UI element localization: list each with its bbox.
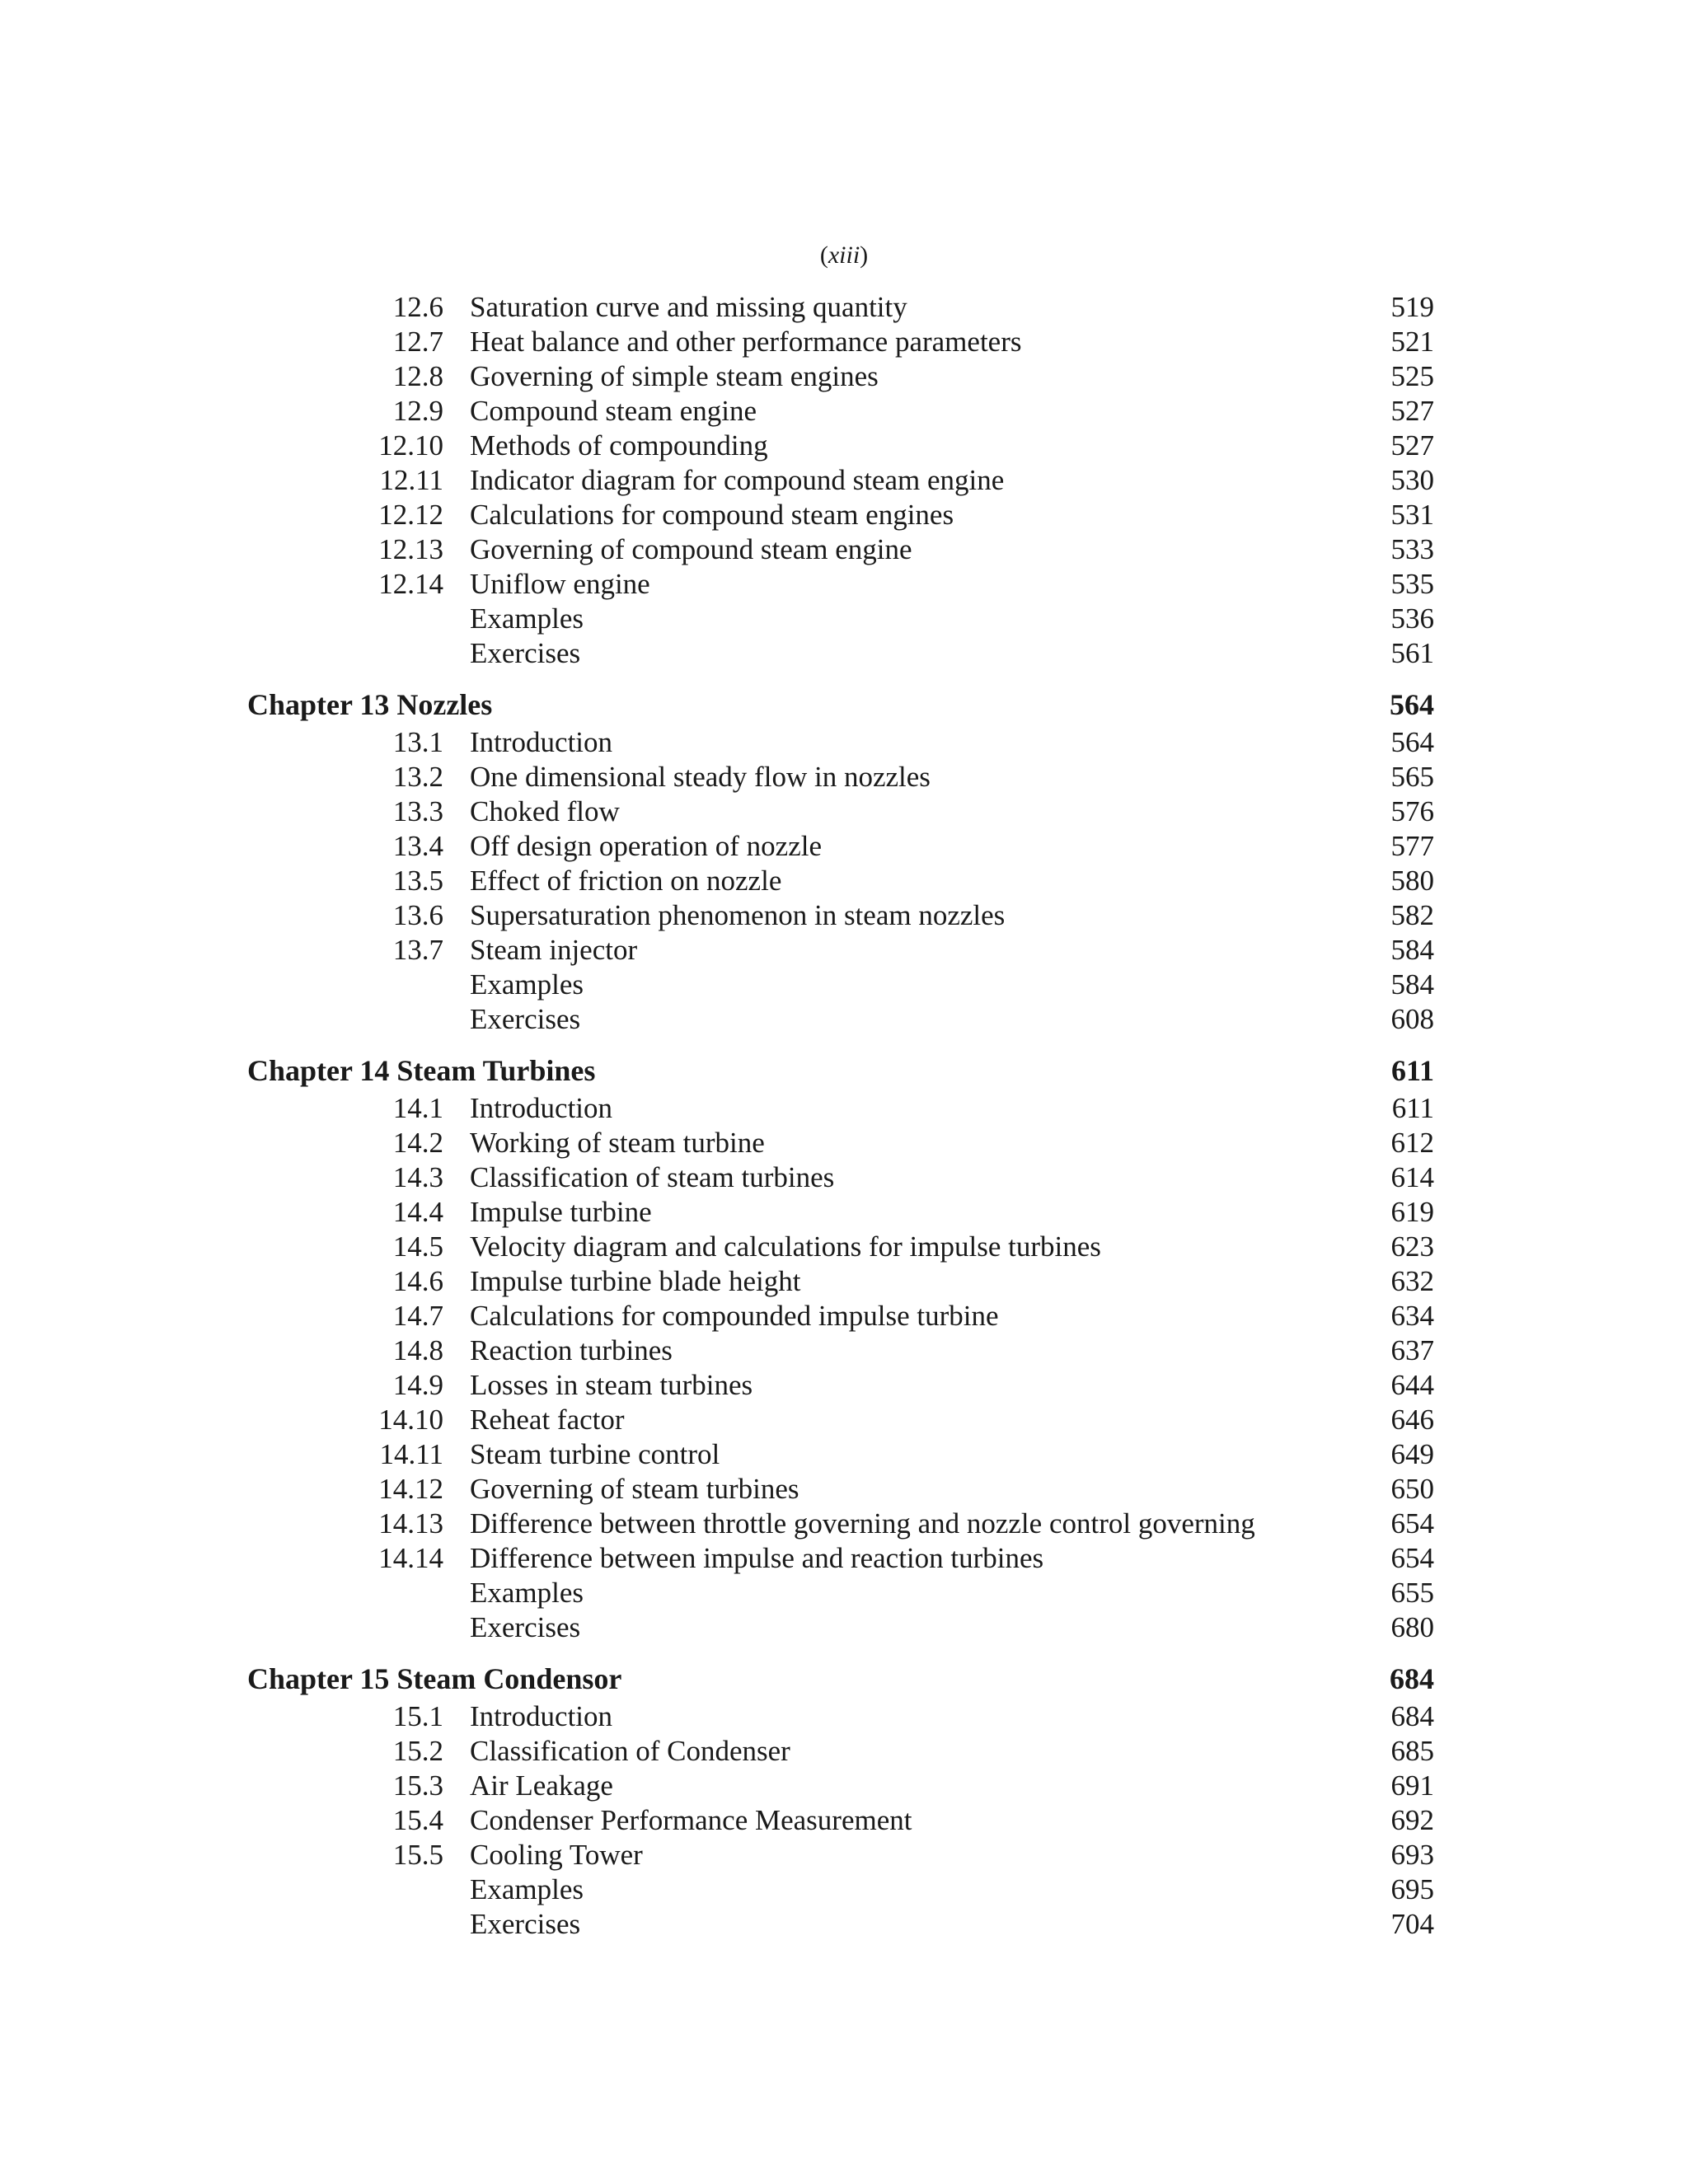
section-title: Governing of steam turbines [470,1473,799,1505]
section-page-number: 577 [1390,830,1434,862]
toc-entry[interactable] [0,1699,1688,1734]
section-title: Impulse turbine [470,1196,652,1228]
section-title: Impulse turbine blade height [470,1265,801,1297]
section-title: Steam injector [470,934,638,966]
section-page-number: 536 [1390,602,1434,635]
section-number: 13.4 [392,830,443,862]
section-page-number: 623 [1390,1230,1434,1263]
section-page-number: 680 [1390,1611,1434,1643]
section-title: Classification of steam turbines [470,1161,835,1193]
section-number: 12.14 [378,568,443,600]
section-title: Saturation curve and missing quantity [470,291,907,323]
section-page-number: 644 [1390,1369,1434,1401]
section-number: 12.8 [392,360,443,392]
section-page-number: 580 [1390,865,1434,897]
section-page-number: 584 [1390,968,1434,1001]
section-page-number: 611 [1391,1092,1434,1124]
chapter-page-number: 564 [1390,688,1434,721]
section-page-number: 692 [1390,1804,1434,1836]
section-page-number: 521 [1390,326,1434,358]
section-page-number: 654 [1390,1507,1434,1540]
section-title: Effect of friction on nozzle [470,865,782,897]
section-page-number: 634 [1390,1300,1434,1332]
section-page-number: 535 [1390,568,1434,600]
toc-entry[interactable] [0,1907,1688,1942]
section-page-number: 612 [1390,1127,1434,1159]
toc-entry[interactable] [0,463,1688,498]
section-page-number: 646 [1390,1404,1434,1436]
section-title: Velocity diagram and calculations for impulse turbines [470,1230,1101,1263]
section-number: 15.1 [392,1700,443,1732]
chapter-page-number: 611 [1390,1054,1434,1087]
section-title: Choked flow [470,795,620,827]
section-number: 14.2 [392,1127,443,1159]
section-number: 15.5 [392,1839,443,1871]
section-page-number: 531 [1390,499,1434,531]
section-page-number: 576 [1390,795,1434,827]
section-page-number: 565 [1390,761,1434,793]
section-number: 13.1 [392,726,443,758]
section-number: 14.13 [378,1507,443,1540]
toc-entry[interactable] [0,429,1688,463]
toc-entry[interactable] [0,794,1688,829]
section-number: 14.1 [392,1092,443,1124]
toc-entry[interactable] [0,567,1688,602]
section-title: Reheat factor [470,1404,625,1436]
toc-entry[interactable] [0,1091,1688,1126]
section-number: 15.2 [392,1735,443,1767]
toc-entry[interactable] [0,760,1688,794]
section-number: 12.7 [392,326,443,358]
toc-entry[interactable] [0,968,1688,1002]
table-of-contents [0,290,1688,1942]
section-number: 13.5 [392,865,443,897]
section-number: 13.6 [392,899,443,931]
section-title: Reaction turbines [470,1334,673,1366]
section-number: 13.3 [392,795,443,827]
toc-entry[interactable] [0,532,1688,567]
section-number: 14.9 [392,1369,443,1401]
section-title: Exercises [470,637,581,669]
toc-entry[interactable] [0,933,1688,968]
chapter-title: Chapter 15 Steam Condensor [247,1662,622,1695]
section-page-number: 693 [1390,1839,1434,1871]
section-number: 12.13 [378,533,443,565]
section-title: Compound steam engine [470,395,757,427]
section-title: Governing of compound steam engine [470,533,912,565]
section-page-number: 608 [1390,1003,1434,1035]
toc-entry[interactable] [0,864,1688,898]
section-title: Supersaturation phenomenon in steam nozzles [470,899,1006,931]
toc-entry[interactable] [0,1403,1688,1437]
toc-entry[interactable] [0,1872,1688,1907]
toc-entry[interactable] [0,1195,1688,1230]
section-title: Classification of Condenser [470,1735,790,1767]
toc-entry[interactable] [0,1838,1688,1872]
section-page-number: 684 [1390,1700,1434,1732]
section-page-number: 564 [1390,726,1434,758]
toc-entry[interactable] [0,325,1688,359]
section-page-number: 525 [1390,360,1434,392]
toc-entry[interactable] [0,1368,1688,1403]
chapter-page-number: 684 [1390,1662,1434,1695]
section-title: Introduction [470,1092,613,1124]
toc-entry[interactable] [0,1734,1688,1769]
toc-entry[interactable] [0,1541,1688,1576]
toc-entry[interactable] [0,1333,1688,1368]
section-page-number: 655 [1390,1577,1434,1609]
toc-entry[interactable] [0,1264,1688,1299]
chapter-title: Chapter 14 Steam Turbines [247,1054,596,1087]
page-number-open-paren: ( [819,241,828,269]
section-page-number: 561 [1390,637,1434,669]
toc-entry[interactable] [0,1230,1688,1264]
section-title: Governing of simple steam engines [470,360,879,392]
section-title: Introduction [470,726,613,758]
section-title: Difference between impulse and reaction turbines [470,1542,1044,1574]
section-number: 14.5 [392,1230,443,1263]
toc-entry[interactable] [0,1002,1688,1037]
section-title: Exercises [470,1908,581,1940]
toc-entry[interactable] [0,725,1688,760]
section-title: Condenser Performance Measurement [470,1804,912,1836]
section-page-number: 619 [1390,1196,1434,1228]
chapter-heading[interactable] [0,1658,1688,1699]
section-title: Uniflow engine [470,568,650,600]
section-number: 13.2 [392,761,443,793]
page-number-close-paren: ) [860,241,869,269]
section-page-number: 614 [1390,1161,1434,1193]
section-title: Methods of compounding [470,429,768,462]
toc-entry[interactable] [0,1803,1688,1838]
section-title: Examples [470,1577,584,1609]
section-page-number: 649 [1390,1438,1434,1470]
toc-entry[interactable] [0,636,1688,671]
section-number: 12.12 [378,499,443,531]
toc-entry[interactable] [0,829,1688,864]
section-page-number: 637 [1390,1334,1434,1366]
toc-entry[interactable] [0,1507,1688,1541]
section-page-number: 527 [1390,395,1434,427]
section-title: Difference between throttle governing and nozzle control governing [470,1507,1255,1540]
chapter-title: Chapter 13 Nozzles [247,688,493,721]
toc-entry[interactable] [0,1576,1688,1610]
chapter-heading[interactable] [0,684,1688,725]
section-page-number: 704 [1390,1908,1434,1940]
toc-entry[interactable] [0,1160,1688,1195]
section-title: Steam turbine control [470,1438,720,1470]
section-title: Examples [470,602,584,635]
toc-entry[interactable] [0,602,1688,636]
section-number: 13.7 [392,934,443,966]
section-number: 12.9 [392,395,443,427]
toc-entry[interactable] [0,394,1688,429]
toc-entry[interactable] [0,1472,1688,1507]
section-title: Indicator diagram for compound steam engine [470,464,1005,496]
page-number-roman: xiii [828,241,860,269]
section-number: 15.4 [392,1804,443,1836]
section-title: Exercises [470,1611,581,1643]
section-title: Exercises [470,1003,581,1035]
toc-entry[interactable] [0,1299,1688,1333]
section-number: 14.10 [378,1404,443,1436]
section-page-number: 527 [1390,429,1434,462]
toc-entry[interactable] [0,1437,1688,1472]
section-page-number: 584 [1390,934,1434,966]
section-title: Off design operation of nozzle [470,830,822,862]
toc-entry[interactable] [0,498,1688,532]
section-title: Losses in steam turbines [470,1369,753,1401]
toc-entry[interactable] [0,898,1688,933]
toc-entry[interactable] [0,1769,1688,1803]
section-title: Calculations for compounded impulse turbine [470,1300,999,1332]
section-page-number: 533 [1390,533,1434,565]
section-page-number: 530 [1390,464,1434,496]
section-title: Introduction [470,1700,613,1732]
section-title: Working of steam turbine [470,1127,765,1159]
section-number: 15.3 [392,1769,443,1802]
section-page-number: 650 [1390,1473,1434,1505]
section-title: Cooling Tower [470,1839,643,1871]
section-number: 14.12 [378,1473,443,1505]
section-title: Examples [470,1873,584,1905]
section-number: 14.3 [392,1161,443,1193]
section-number: 14.7 [392,1300,443,1332]
toc-entry[interactable] [0,1126,1688,1160]
section-number: 14.8 [392,1334,443,1366]
page-number [0,239,1688,272]
section-page-number: 685 [1390,1735,1434,1767]
section-number: 14.14 [378,1542,443,1574]
section-title: Examples [470,968,584,1001]
chapter-heading[interactable] [0,1050,1688,1091]
section-page-number: 519 [1390,291,1434,323]
toc-entry[interactable] [0,359,1688,394]
section-number: 14.11 [379,1438,443,1470]
section-title: One dimensional steady flow in nozzles [470,761,931,793]
toc-entry[interactable] [0,1610,1688,1645]
section-number: 14.4 [392,1196,443,1228]
section-page-number: 632 [1390,1265,1434,1297]
section-number: 12.11 [379,464,443,496]
section-title: Calculations for compound steam engines [470,499,954,531]
section-page-number: 654 [1390,1542,1434,1574]
section-page-number: 582 [1390,899,1434,931]
section-page-number: 691 [1390,1769,1434,1802]
section-title: Heat balance and other performance parameters [470,326,1022,358]
section-title: Air Leakage [470,1769,613,1802]
section-number: 12.6 [392,291,443,323]
section-number: 12.10 [378,429,443,462]
toc-entry[interactable] [0,290,1688,325]
section-number: 14.6 [392,1265,443,1297]
section-page-number: 695 [1390,1873,1434,1905]
